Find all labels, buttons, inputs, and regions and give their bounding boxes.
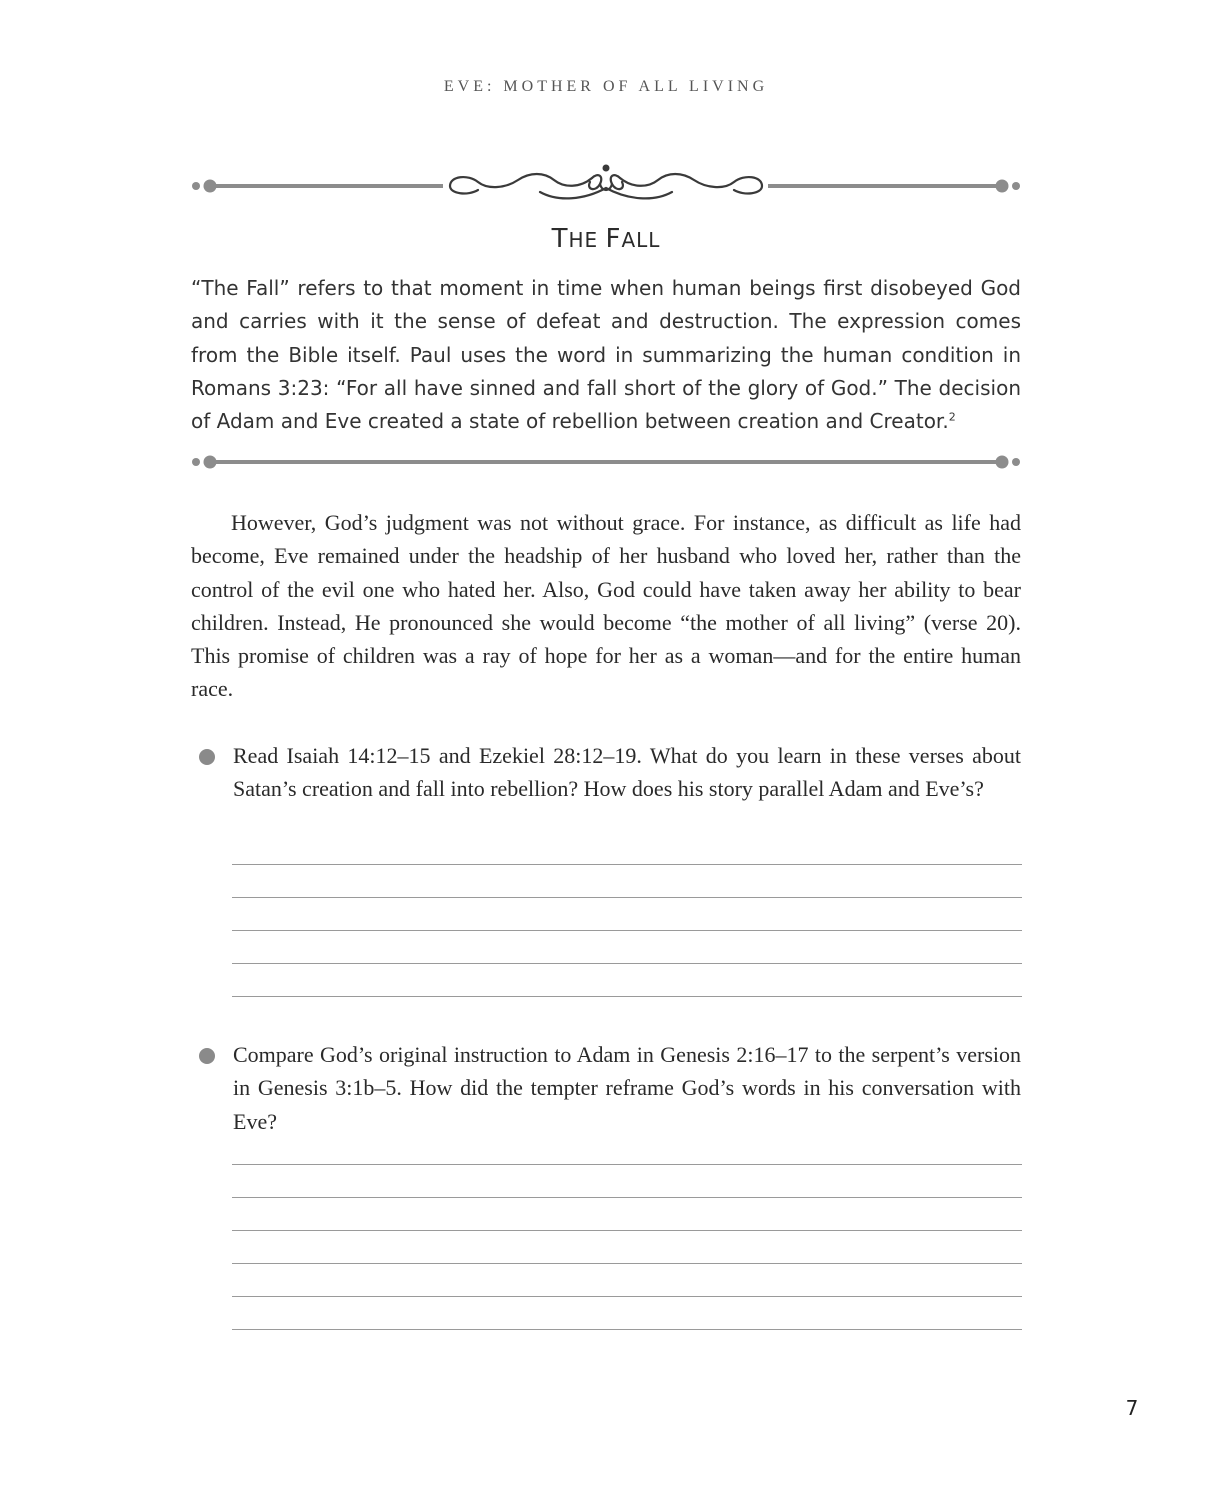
question-text: Compare God’s original instruction to Adam in Genesis 2:16–17 to the serpent’s version in Genesis 3:1b–5. How did the tempter reframe God’s words in his conversation with Eve? xyxy=(233,1042,1021,1134)
answer-line[interactable] xyxy=(232,1263,1022,1264)
answer-line[interactable] xyxy=(232,1164,1022,1165)
answer-line[interactable] xyxy=(232,864,1022,865)
answer-line[interactable] xyxy=(232,996,1022,997)
rule-end-dot-icon xyxy=(192,458,200,466)
ornamental-rule-bottom xyxy=(188,450,1024,474)
answer-area-1[interactable] xyxy=(232,864,1022,1004)
page-number: 7 xyxy=(1125,1396,1139,1420)
answer-line[interactable] xyxy=(232,1296,1022,1297)
question-text: Read Isaiah 14:12–15 and Ezekiel 28:12–19. What do you learn in these verses about Satan’s creation and fall into rebellion? How does his story parallel Adam and Eve’s? xyxy=(233,743,1021,802)
answer-line[interactable] xyxy=(232,1230,1022,1231)
question-1 xyxy=(191,739,1021,806)
footnote-reference[interactable]: 2 xyxy=(948,410,956,424)
sidebar-body xyxy=(191,272,1021,438)
body-paragraph: However, God’s judgment was not without grace. For instance, as difficult as life had become, Eve remained under the headship of her husband who loved her, rather than the control of the evil one who hated her. Also, God could have taken away her ability to bear children. Instead, He pronounced she would become “the mother of all living” (verse 20). This promise of children was a ray of hope for her as a woman—and for the entire human race. xyxy=(191,510,1021,702)
running-head: EVE: MOTHER OF ALL LIVING xyxy=(443,78,769,95)
answer-line[interactable] xyxy=(232,1329,1022,1330)
bullet-dot-icon xyxy=(199,749,215,765)
rule-end-knob-icon xyxy=(996,456,1009,469)
ornamental-flourish-icon xyxy=(450,174,762,198)
ornamental-rule-top xyxy=(188,158,1024,210)
question-2 xyxy=(191,1038,1021,1138)
rule-end-dot-icon xyxy=(1012,458,1020,466)
bullet-dot-icon xyxy=(199,1048,215,1064)
answer-area-2[interactable] xyxy=(232,1164,1022,1336)
flourish-center-dot-icon xyxy=(603,165,610,172)
answer-line[interactable] xyxy=(232,897,1022,898)
answer-line[interactable] xyxy=(232,1197,1022,1198)
rule-end-dot-icon xyxy=(192,182,200,190)
answer-line[interactable] xyxy=(232,930,1022,931)
rule-end-dot-icon xyxy=(1012,182,1020,190)
answer-line[interactable] xyxy=(232,963,1022,964)
sidebar-text: “The Fall” refers to that moment in time when human beings first disobeyed God and carries with it the sense of defeat and destruction. The expression comes from the Bible itself. Paul uses the word in summarizing the human condition in Romans 3:23: “For all have sinned and fall short of the glory of God.” The decision of Adam and Eve created a state of rebellion between creation and Creator. xyxy=(191,276,1021,434)
sidebar-title: THE FALL xyxy=(551,224,661,254)
rule-end-knob-icon xyxy=(996,180,1009,193)
